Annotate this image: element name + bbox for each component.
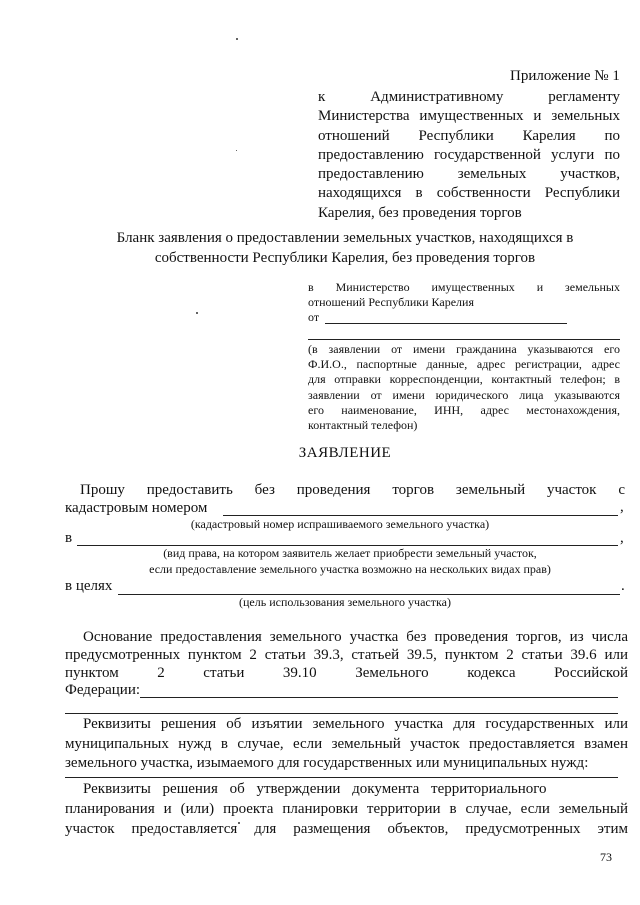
scan-speck — [236, 150, 237, 151]
appendix-line: предоставлению земельных участков, — [318, 166, 620, 183]
appendix-line: к Административному регламенту — [318, 89, 620, 105]
basis-field[interactable] — [140, 697, 618, 698]
planning-line: планирования и (или) проекта планировки территории в случае, если земельный — [65, 800, 628, 817]
planning-block — [65, 780, 628, 839]
hint-cadastral: (кадастровый номер испрашиваемого земельного участка) — [190, 517, 490, 531]
hint-right-line: если предоставление земельного участка возможно на нескольких видах прав) — [149, 561, 551, 576]
appendix-line: Карелия, без проведения торгов — [318, 204, 522, 221]
note-line: заявлении от имени юридического лица указываются — [308, 387, 620, 402]
note-line: Ф.И.О., паспортные данные, адрес регистрации, адрес — [308, 357, 620, 372]
seizure-line: земельного участка, изымаемого для государственных или муниципальных нужд: — [65, 755, 589, 771]
note-line: контактный телефон) — [308, 418, 418, 433]
basis-line: Основание предоставления земельного участка без проведения торгов, из числа — [83, 629, 628, 645]
planning-line: участок предоставляется для размещения объектов, предусмотренных этим — [65, 820, 628, 837]
appendix-line: находящихся в собственности Республики — [318, 185, 620, 202]
planning-line: Реквизиты решения об утверждении документа территориального — [83, 781, 547, 797]
appendix-text — [318, 88, 620, 223]
seizure-field[interactable] — [65, 777, 618, 778]
basis-line: предусмотренных пунктом 2 статьи 39.3, статьей 39.5, пунктом 2 статьи 39.6 или — [65, 646, 628, 663]
purpose-label: в целях — [65, 578, 113, 594]
form-title-line: Бланк заявления о предоставлении земельных участков, находящихся в — [116, 230, 574, 246]
seizure-block — [65, 715, 628, 774]
basis-field-2[interactable] — [65, 713, 618, 714]
appendix-line: отношений Республики Карелия по — [318, 127, 620, 144]
basis-block — [65, 629, 628, 700]
seizure-line: Реквизиты решения об изъятии земельного участка для государственных или — [83, 716, 628, 732]
seizure-line: муниципальных нужд в случае, если земельный участок предоставляется взамен — [65, 735, 628, 752]
addressee-line: в Министерство имущественных и земельных — [308, 280, 620, 294]
in-label: в — [65, 530, 73, 546]
form-title-line: собственности Республики Карелия, без проведения торгов — [154, 250, 536, 266]
addressee-block — [308, 280, 620, 325]
hint-purpose: (цель использования земельного участка) — [239, 595, 451, 609]
comma: , — [620, 530, 624, 546]
from-field-line-2[interactable] — [308, 339, 620, 340]
note-line: его наименование, ИНН, адрес местонахождения, — [308, 402, 620, 417]
from-field-line[interactable] — [325, 323, 567, 324]
cadastral-label: кадастровым номером — [65, 500, 208, 516]
appendix-line: Министерства имущественных и земельных — [318, 108, 620, 125]
hint-right — [70, 546, 630, 577]
addressee-line: отношений Республики Карелия — [308, 295, 474, 309]
note-line: для отправки корреспонденции, контактный телефон; в — [308, 372, 620, 387]
page-title: ЗАЯВЛЕНИЕ — [298, 445, 392, 461]
scan-speck — [236, 38, 238, 40]
period: . — [621, 578, 625, 594]
appendix-line: предоставлению государственной услуги по — [318, 146, 620, 163]
hint-right-line: (вид права, на котором заявитель желает приобрести земельный участок, — [163, 546, 537, 560]
scan-speck — [196, 312, 198, 314]
comma: , — [620, 499, 624, 515]
page-number: 73 — [600, 850, 612, 864]
from-label: от — [308, 310, 320, 324]
request-line: Прошу предоставить без проведения торгов земельный участок с — [80, 482, 625, 498]
form-title — [40, 228, 640, 268]
appendix-title: Приложение № 1 — [510, 68, 620, 84]
note-line: (в заявлении от имени гражданина указываются его — [308, 342, 620, 356]
cadastral-number-field[interactable] — [223, 515, 618, 516]
basis-line: пунктом 2 статьи 39.10 Земельного кодекса Российской — [65, 664, 628, 681]
addressee-note — [308, 342, 620, 433]
basis-line: Федерации: — [65, 682, 141, 699]
